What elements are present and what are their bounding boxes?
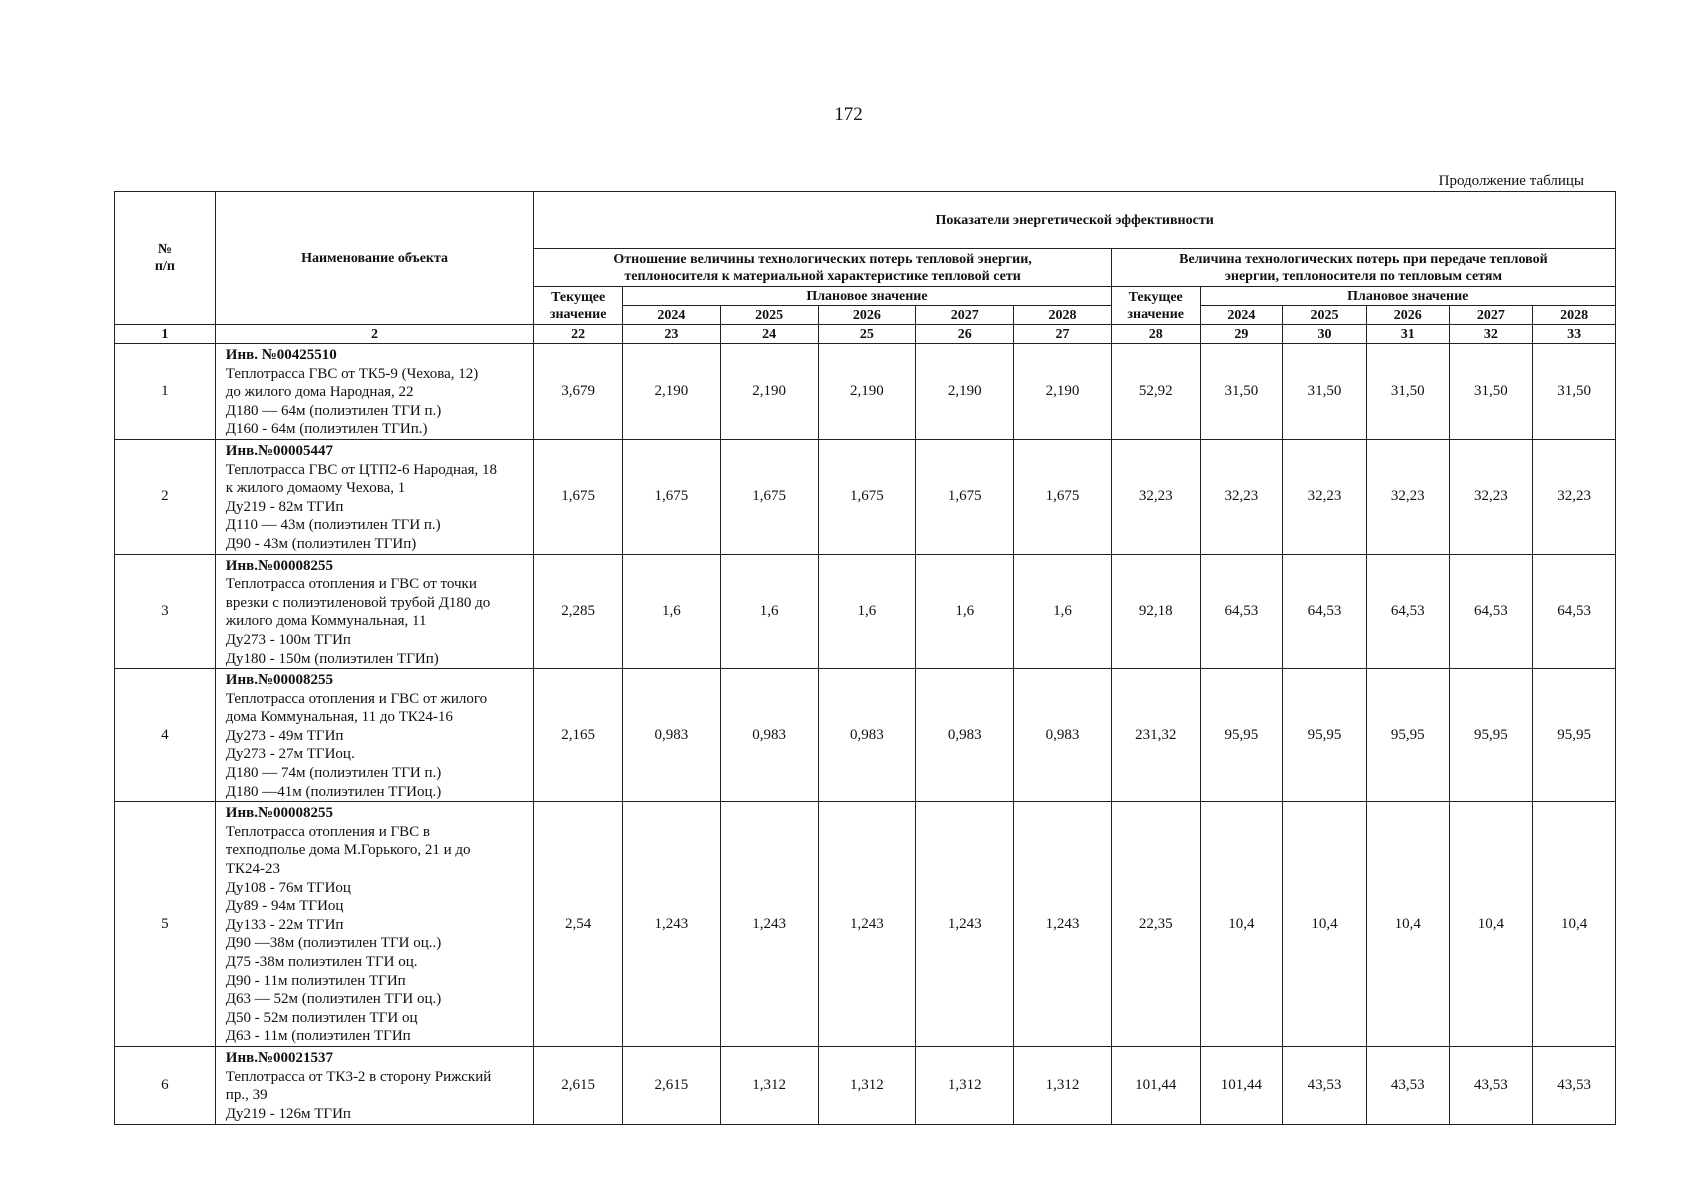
ratio-value: 2,54: [534, 802, 623, 1047]
object-line: Ду180 - 150м (полиэтилен ТГИп): [225, 650, 439, 667]
object-description: [215, 802, 534, 1047]
column-number-row: [115, 325, 1616, 344]
object-line: Д90 —38м (полиэтилен ТГИ оц..): [225, 935, 442, 952]
ratio-value: 2,190: [916, 344, 1014, 440]
loss-value: 10,4: [1200, 802, 1283, 1047]
loss-value: 31,50: [1366, 344, 1449, 440]
ratio-value: 1,243: [720, 802, 818, 1047]
page-number: 172: [834, 104, 863, 125]
loss-value: 32,23: [1283, 439, 1367, 554]
loss-value: 95,95: [1200, 669, 1283, 802]
ratio-value: 1,675: [534, 439, 623, 554]
header-energy-efficiency: Показатели энергетической эффективности: [534, 192, 1616, 249]
ratio-value: 1,243: [1014, 802, 1112, 1047]
column-number: 26: [916, 325, 1014, 344]
loss-value: 95,95: [1366, 669, 1449, 802]
loss-value: 95,95: [1533, 669, 1616, 802]
inventory-number: Инв.№00008255: [225, 805, 334, 822]
column-number: 28: [1111, 325, 1200, 344]
object-line: Д110 — 43м (полиэтилен ТГИ п.): [225, 517, 441, 534]
inventory-number: Инв.№00005447: [225, 442, 334, 459]
object-line: Ду273 - 49м ТГИп: [225, 727, 344, 744]
object-line: Теплотрасса от ТК3-2 в сторону Рижский: [225, 1068, 492, 1085]
loss-value: 31,50: [1200, 344, 1283, 440]
table-row: [115, 802, 1616, 1047]
object-line: Ду219 - 82м ТГИп: [225, 498, 344, 515]
object-line: Д180 —41м (полиэтилен ТГИоц.): [225, 783, 442, 800]
header-year: 2028: [1533, 306, 1616, 325]
ratio-value: 1,675: [720, 439, 818, 554]
ratio-value: 2,285: [534, 554, 623, 669]
object-line: до жилого дома Народная, 22: [225, 384, 414, 401]
row-number: 4: [115, 669, 216, 802]
column-number: 33: [1533, 325, 1616, 344]
loss-value: 64,53: [1200, 554, 1283, 669]
ratio-value: 1,675: [818, 439, 916, 554]
column-number: 29: [1200, 325, 1283, 344]
loss-value: 43,53: [1283, 1047, 1367, 1124]
object-line: Д90 - 43м (полиэтилен ТГИп): [225, 535, 417, 552]
column-number: 27: [1014, 325, 1112, 344]
object-line: Д50 - 52м полиэтилен ТГИ оц: [225, 1009, 418, 1026]
ratio-value: 1,675: [916, 439, 1014, 554]
object-line: Д90 - 11м полиэтилен ТГИп: [225, 972, 406, 989]
column-number: 23: [623, 325, 721, 344]
header-year: 2024: [623, 306, 721, 325]
inventory-number: Инв. №00425510: [225, 347, 337, 363]
object-line: Теплотрасса отопления и ГВС в: [225, 823, 430, 840]
header-year: 2025: [1283, 306, 1367, 325]
loss-value: 32,23: [1366, 439, 1449, 554]
object-line: Ду273 - 100м ТГИп: [225, 631, 351, 648]
object-line: дома Коммунальная, 11 до ТК24-16: [225, 709, 453, 726]
loss-value: 10,4: [1366, 802, 1449, 1047]
loss-value: 95,95: [1449, 669, 1533, 802]
object-description: [215, 669, 534, 802]
object-line: Ду273 - 27м ТГИоц.: [225, 746, 355, 763]
ratio-value: 1,312: [1014, 1047, 1112, 1124]
column-number: 22: [534, 325, 623, 344]
object-line: Ду219 - 126м ТГИп: [225, 1106, 351, 1123]
header-ratio-group: Отношение величины технологических потерь тепловой энергии, теплоносителя к материальной характеристике тепловой сети: [534, 249, 1112, 287]
object-line: Теплотрасса отопления и ГВС от жилого: [225, 690, 488, 707]
header-num: № п/п: [115, 192, 216, 325]
loss-value: 64,53: [1533, 554, 1616, 669]
object-line: Ду108 - 76м ТГИоц: [225, 879, 351, 896]
ratio-value: 2,615: [534, 1047, 623, 1124]
efficiency-table: [114, 191, 1616, 1125]
header-year: 2027: [916, 306, 1014, 325]
object-line: жилого дома Коммунальная, 11: [225, 613, 427, 630]
header-loss-planned: Плановое значение: [1200, 287, 1615, 306]
table-row: [115, 669, 1616, 802]
ratio-value: 1,243: [818, 802, 916, 1047]
ratio-value: 1,6: [1014, 554, 1112, 669]
loss-value: 10,4: [1283, 802, 1367, 1047]
column-number: 1: [115, 325, 216, 344]
column-number: 32: [1449, 325, 1533, 344]
object-line: к жилого домаому Чехова, 1: [225, 480, 406, 497]
ratio-value: 0,983: [623, 669, 721, 802]
object-line: Д180 — 74м (полиэтилен ТГИ п.): [225, 765, 442, 782]
ratio-value: 1,243: [623, 802, 721, 1047]
header-ratio-planned: Плановое значение: [623, 287, 1112, 306]
loss-value: 10,4: [1533, 802, 1616, 1047]
object-line: Д63 - 11м (полиэтилен ТГИп: [225, 1028, 411, 1045]
object-line: Д160 - 64м (полиэтилен ТГИп.): [225, 421, 428, 438]
table-row: [115, 1047, 1616, 1124]
ratio-value: 2,615: [623, 1047, 721, 1124]
header-ratio-current: Текущее значение: [534, 287, 623, 325]
loss-value: 92,18: [1111, 554, 1200, 669]
column-number: 31: [1366, 325, 1449, 344]
loss-value: 31,50: [1283, 344, 1367, 440]
ratio-value: 1,6: [818, 554, 916, 669]
object-line: техподполье дома М.Горького, 21 и до: [225, 842, 471, 859]
continuation-label: Продолжение таблицы: [1438, 173, 1584, 189]
ratio-value: 2,190: [818, 344, 916, 440]
header-year: 2028: [1014, 306, 1112, 325]
loss-value: 10,4: [1449, 802, 1533, 1047]
row-number: 2: [115, 439, 216, 554]
object-description: [215, 439, 534, 554]
loss-value: 101,44: [1200, 1047, 1283, 1124]
ratio-value: 1,312: [720, 1047, 818, 1124]
object-line: Теплотрасса ГВС от ЦТП2-6 Народная, 18: [225, 461, 498, 478]
ratio-value: 1,312: [916, 1047, 1014, 1124]
loss-value: 43,53: [1449, 1047, 1533, 1124]
ratio-value: 1,312: [818, 1047, 916, 1124]
ratio-value: 0,983: [818, 669, 916, 802]
object-line: Ду133 - 22м ТГИп: [225, 916, 344, 933]
ratio-value: 0,983: [720, 669, 818, 802]
loss-value: 32,23: [1200, 439, 1283, 554]
inventory-number: Инв.№00008255: [225, 557, 334, 574]
inventory-number: Инв.№00008255: [225, 672, 334, 689]
column-number: 24: [720, 325, 818, 344]
column-number: 25: [818, 325, 916, 344]
object-line: врезки с полиэтиленовой трубой Д180 до: [225, 594, 491, 611]
header-loss-group: Величина технологических потерь при передаче тепловой энергии, теплоносителя по тепловым сетям: [1111, 249, 1615, 287]
object-line: Теплотрасса ГВС от ТК5-9 (Чехова, 12): [225, 365, 479, 382]
loss-value: 32,23: [1111, 439, 1200, 554]
loss-value: 64,53: [1366, 554, 1449, 669]
loss-value: 43,53: [1533, 1047, 1616, 1124]
object-line: Д180 — 64м (полиэтилен ТГИ п.): [225, 402, 442, 419]
ratio-value: 1,675: [1014, 439, 1112, 554]
row-number: 3: [115, 554, 216, 669]
ratio-value: 3,679: [534, 344, 623, 440]
object-description: [215, 344, 534, 440]
object-line: пр., 39: [225, 1087, 268, 1104]
loss-value: 101,44: [1111, 1047, 1200, 1124]
object-line: ТК24-23: [225, 861, 280, 878]
loss-value: 231,32: [1111, 669, 1200, 802]
loss-value: 64,53: [1449, 554, 1533, 669]
ratio-value: 1,243: [916, 802, 1014, 1047]
column-number: 2: [215, 325, 534, 344]
column-number: 30: [1283, 325, 1367, 344]
object-line: Д63 — 52м (полиэтилен ТГИ оц.): [225, 991, 442, 1008]
loss-value: 64,53: [1283, 554, 1367, 669]
table-row: [115, 344, 1616, 440]
object-line: Ду89 - 94м ТГИоц: [225, 898, 344, 915]
row-number: 6: [115, 1047, 216, 1124]
header-year: 2025: [720, 306, 818, 325]
ratio-value: 2,190: [623, 344, 721, 440]
row-number: 5: [115, 802, 216, 1047]
table-row: [115, 439, 1616, 554]
row-number: 1: [115, 344, 216, 440]
loss-value: 52,92: [1111, 344, 1200, 440]
ratio-value: 2,190: [720, 344, 818, 440]
ratio-value: 1,6: [720, 554, 818, 669]
header-year: 2026: [1366, 306, 1449, 325]
header-year: 2027: [1449, 306, 1533, 325]
ratio-value: 0,983: [1014, 669, 1112, 802]
ratio-value: 1,6: [916, 554, 1014, 669]
header-object-name: Наименование объекта: [215, 192, 534, 325]
header-year: 2024: [1200, 306, 1283, 325]
loss-value: 95,95: [1283, 669, 1367, 802]
loss-value: 31,50: [1449, 344, 1533, 440]
ratio-value: 1,675: [623, 439, 721, 554]
header-loss-current: Текущее значение: [1111, 287, 1200, 325]
loss-value: 31,50: [1533, 344, 1616, 440]
ratio-value: 1,6: [623, 554, 721, 669]
loss-value: 43,53: [1366, 1047, 1449, 1124]
loss-value: 32,23: [1533, 439, 1616, 554]
object-description: [215, 554, 534, 669]
object-line: Теплотрасса отопления и ГВС от точки: [225, 576, 477, 593]
loss-value: 22,35: [1111, 802, 1200, 1047]
table-row: [115, 554, 1616, 669]
header-year: 2026: [818, 306, 916, 325]
object-description: [215, 1047, 534, 1124]
ratio-value: 2,165: [534, 669, 623, 802]
inventory-number: Инв.№00021537: [225, 1050, 334, 1067]
loss-value: 32,23: [1449, 439, 1533, 554]
object-line: Д75 -38м полиэтилен ТГИ оц.: [225, 954, 418, 970]
ratio-value: 0,983: [916, 669, 1014, 802]
ratio-value: 2,190: [1014, 344, 1112, 440]
